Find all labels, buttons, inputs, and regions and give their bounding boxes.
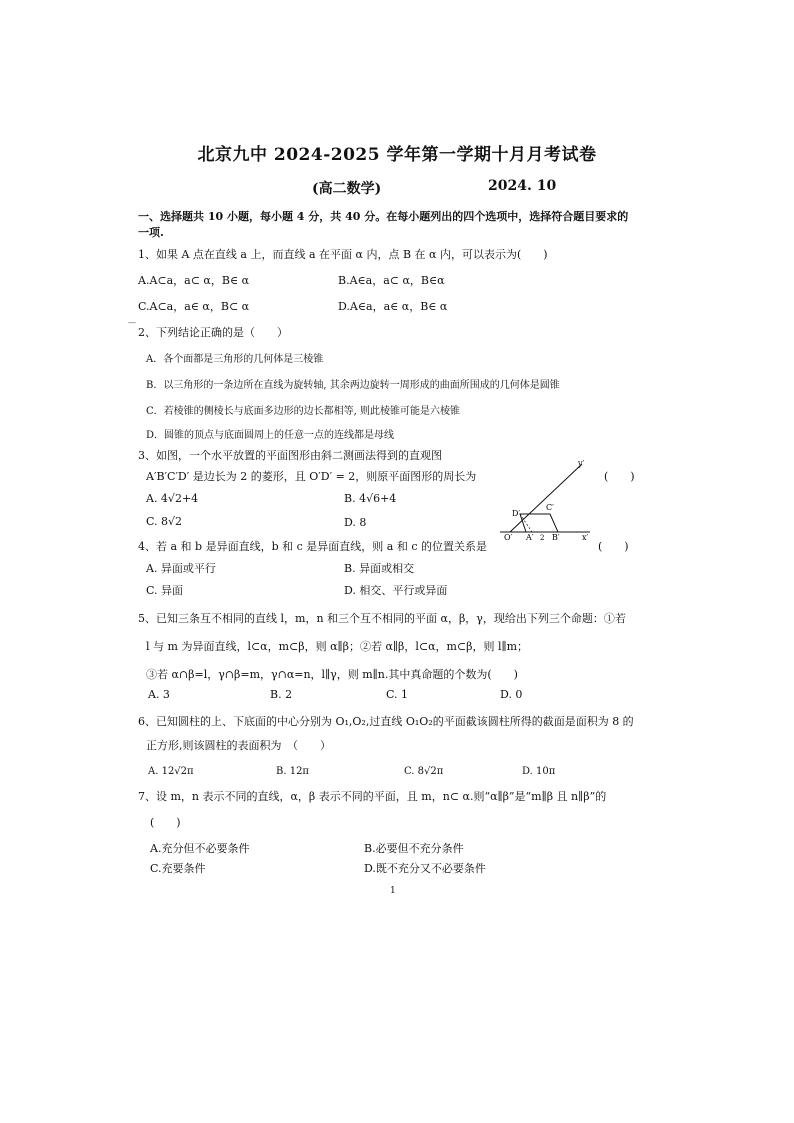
section-heading-line2: 一项. (138, 226, 164, 239)
q2-option-a: A．各个面都是三角形的几何体是三棱锥 (146, 354, 324, 365)
q5-option-c: C. 1 (386, 688, 409, 701)
q7-option-b: B.必要但不充分条件 (364, 842, 464, 855)
q7-option-a: A.充分但不必要条件 (150, 842, 250, 855)
length-label: 2 (540, 534, 545, 542)
q3-stem-line2: A′B′C′D′ 是边长为 2 的菱形，且 O′D′ = 2，则原平面图形的周长为 (146, 470, 477, 483)
q3-answer-paren: ( ) (604, 470, 635, 483)
q5-line2: l 与 m 为异面直线，l⊂α，m⊂β，则 α∥β；②若 α∥β，l⊂α，m⊂β，则 l∥m； (146, 640, 529, 653)
exam-date: 2024. 10 (488, 178, 557, 194)
q6-option-c: C. 8√2π (404, 766, 444, 777)
point-b-label: B′ (552, 533, 560, 542)
q4-option-b: B. 异面或相交 (344, 562, 415, 575)
point-a-label: A′ (526, 533, 534, 542)
q1-option-b: B.A∈a，a⊂ α，B∈α (338, 274, 445, 287)
q5-option-d: D. 0 (500, 688, 523, 701)
y-axis-label: y′ (578, 459, 585, 468)
q4-stem: 4、若 a 和 b 是异面直线，b 和 c 是异面直线，则 a 和 c 的位置关系是 (138, 540, 487, 553)
q2-option-d: D．圆锥的顶点与底面圆周上的任意一点的连线都是母线 (146, 430, 395, 441)
q6-line1: 6、已知圆柱的上、下底面的中心分别为 O₁,O₂,过直线 O₁O₂的平面截该圆柱所得的截面是面积为 8 的 (138, 715, 634, 728)
page-number: 1 (390, 886, 396, 896)
q3-stem-line1: 3、如图，一个水平放置的平面图形由斜二测画法得到的直观图 (138, 449, 442, 462)
exam-title: 北京九中 2024-2025 学年第一学期十月月考试卷 (197, 145, 597, 165)
q4-option-a: A. 异面或平行 (146, 562, 216, 575)
q2-stem: 2、下列结论正确的是（ ） (138, 326, 288, 339)
q1-option-c: C.A⊂a，a∈ α，B⊂ α (138, 300, 250, 313)
q5-line1: 5、已知三条互不相同的直线 l，m，n 和三个互不相同的平面 α，β，γ，现给出下列三个命题：①若 (138, 612, 626, 625)
q5-option-a: A. 3 (148, 688, 170, 701)
q3-option-b: B. 4√6+4 (344, 492, 397, 505)
q4-option-d: D. 相交、平行或异面 (344, 584, 448, 597)
q1-option-a: A.A⊂a，a⊂ α，B∈ α (138, 274, 250, 287)
q7-line1: 7、设 m，n 表示不同的直线，α，β 表示不同的平面，且 m，n⊂ α.则“α∥β”是“m∥β 且 n∥β”的 (138, 790, 607, 803)
q5-option-b: B. 2 (270, 688, 293, 701)
q6-option-b: B. 12π (276, 766, 310, 777)
point-c-label: C′ (546, 503, 554, 512)
origin-label: O′ (504, 533, 513, 542)
scan-mark: — (128, 318, 136, 327)
exam-subtitle: (高二数学) (312, 181, 382, 197)
q7-option-d: D.既不充分又不必要条件 (364, 862, 486, 875)
q3-option-c: C. 8√2 (146, 515, 183, 528)
q2-option-b: B．以三角形的一条边所在直线为旋转轴, 其余两边旋转一周形成的曲面所围成的几何体是圆锥 (146, 380, 560, 391)
q6-line2: 正方形,则该圆柱的表面积为 （ ） (146, 739, 331, 752)
q4-answer-paren: ( ) (598, 540, 629, 553)
q1-option-d: D.A∈a，a∈ α，B∈ α (338, 300, 448, 313)
q1-stem: 1、如果 A 点在直线 a 上，而直线 a 在平面 α 内，点 B 在 α 内，可以表示为( ) (138, 248, 548, 261)
q3-figure (496, 456, 596, 542)
y-axis (510, 464, 582, 532)
point-d-label: D′ (512, 509, 521, 518)
q2-option-c: C．若棱锥的侧棱长与底面多边形的边长都相等, 则此棱锥可能是六棱锥 (146, 406, 461, 417)
q3-option-a: A. 4√2+4 (146, 492, 199, 505)
q6-option-d: D. 10π (522, 766, 556, 777)
q4-option-c: C. 异面 (146, 584, 184, 597)
q3-option-d: D. 8 (344, 516, 367, 529)
q7-line2: ( ) (150, 816, 181, 829)
q7-option-c: C.充要条件 (150, 862, 206, 875)
x-axis-label: x′ (582, 533, 589, 542)
q5-line3: ③若 α∩β=l，γ∩β=m，γ∩α=n，l∥γ，则 m∥n.其中真命题的个数为( ) (146, 668, 518, 681)
section-heading-line1: 一、选择题共 10 小题，每小题 4 分，共 40 分。在每小题列出的四个选项中，选择符合题目要求的 (138, 210, 629, 223)
q6-option-a: A. 12√2π (148, 766, 194, 777)
